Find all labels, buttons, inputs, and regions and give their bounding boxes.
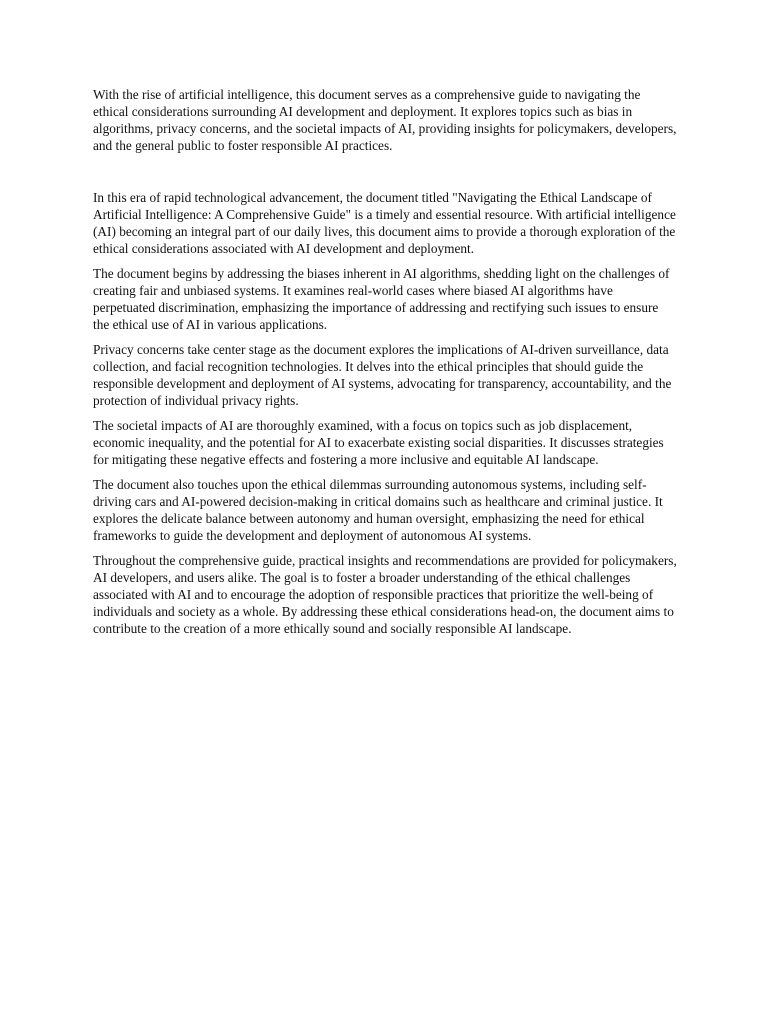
body-paragraph-conclusion: Throughout the comprehensive guide, practical insights and recommendations are provided for policymakers, AI developers, and users alike. The goal is to foster a broader understanding of the ethical challenges associated with AI and to encourage the adoption of responsible practices that prioritize the well-being of individuals and society as a whole. By addressing these ethical considerations head-on, the document aims to contribute to the creation of a more ethically sound and socially responsible AI landscape. (93, 553, 677, 636)
abstract-paragraph: With the rise of artificial intelligence, this document serves as a comprehensive guide to navigating the ethical considerations surrounding AI development and deployment. It explores topics such as bias in algorithms, privacy concerns, and the societal impacts of AI, providing insights for policymakers, developers, and the general public to foster responsible AI practices. (93, 87, 677, 153)
body-paragraph-privacy: Privacy concerns take center stage as the document explores the implications of AI-driven surveillance, data collection, and facial recognition technologies. It delves into the ethical principles that should guide the responsible development and deployment of AI systems, advocating for transparency, accountability, and the protection of individual privacy rights. (93, 342, 672, 408)
document-page (93, 86, 677, 645)
body-paragraph-autonomous: The document also touches upon the ethical dilemmas surrounding autonomous systems, including self-driving cars and AI-powered decision-making in critical domains such as healthcare and criminal justice. It explores the delicate balance between autonomy and human oversight, emphasizing the need for ethical frameworks to guide the development and deployment of autonomous AI systems. (93, 477, 663, 543)
body-paragraph-intro: In this era of rapid technological advancement, the document titled "Navigating the Ethical Landscape of Artificial Intelligence: A Comprehensive Guide" is a timely and essential resource. With artificial intelligence (AI) becoming an integral part of our daily lives, this document aims to provide a thorough exploration of the ethical considerations associated with AI development and deployment. (93, 190, 676, 256)
body-paragraph-bias: The document begins by addressing the biases inherent in AI algorithms, shedding light on the challenges of creating fair and unbiased systems. It examines real-world cases where biased AI algorithms have perpetuated discrimination, emphasizing the importance of addressing and rectifying such issues to ensure the ethical use of AI in various applications. (93, 266, 670, 332)
document-body (93, 189, 677, 637)
body-paragraph-societal: The societal impacts of AI are thoroughly examined, with a focus on topics such as job displacement, economic inequality, and the potential for AI to exacerbate existing social disparities. It discusses strategies for mitigating these negative effects and fostering a more inclusive and equitable AI landscape. (93, 418, 664, 467)
